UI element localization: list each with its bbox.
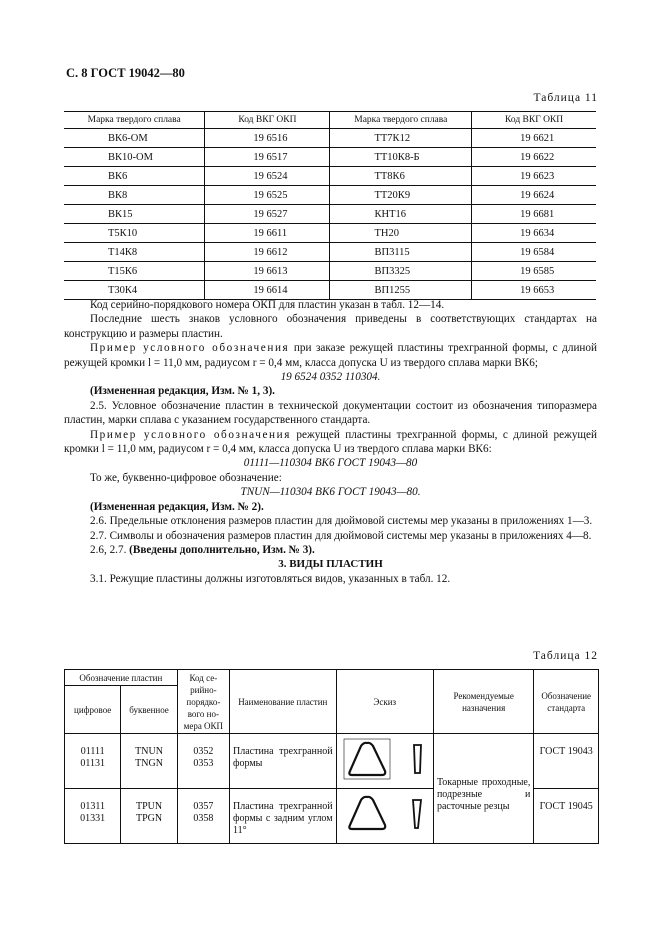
paragraph-num: 2.6, 2.7. [90, 543, 130, 556]
table-row [65, 734, 599, 789]
cell: 19 6681 [472, 205, 596, 224]
cell: ВК8 [64, 186, 205, 205]
cell: 19 6612 [205, 243, 330, 262]
cell: 19 6517 [205, 148, 330, 167]
cell: 19 6614 [205, 281, 330, 300]
cell: ТТ10К8-Б [330, 148, 472, 167]
edit-note: (Введены дополнительно, Изм. № 3). [129, 543, 315, 556]
paragraph: 3.1. Режущие пластины должны изготовляться видов, указанных в табл. 12. [90, 572, 451, 585]
cell-code: 0352 0353 [177, 734, 229, 789]
edit-note: (Измененная редакция, Изм. № 2). [90, 500, 264, 513]
cell-letter: TNUN TNGN [121, 734, 177, 789]
edit-note: (Измененная редакция, Изм. № 1, 3). [90, 385, 275, 398]
paragraph: 2.7. Символы и обозначения размеров пластин для дюймовой системы мер указаны в приложениях 4—8. [90, 529, 592, 542]
cell: ТН20 [330, 224, 472, 243]
paragraph: Последние шесть знаков условного обозначения приведены в соответствующих стандартах на конструкцию и размеры пластин. [64, 313, 597, 340]
cell: 19 6623 [472, 167, 596, 186]
sketch-triangle-tnun [336, 734, 433, 789]
table-row [64, 129, 596, 148]
column-header: Марка твердого сплава [330, 112, 472, 129]
header-purpose: Рекомендуемые назначения [433, 670, 533, 734]
cell: ВК6-ОМ [64, 129, 205, 148]
cell: 19 6613 [205, 262, 330, 281]
cell-name: Пластина трехгранной формы с задним углом 11° [229, 789, 336, 844]
cell: 19 6622 [472, 148, 596, 167]
cell: 19 6527 [205, 205, 330, 224]
cell: ВК10-ОМ [64, 148, 205, 167]
table-row [64, 262, 596, 281]
cell: ВП3325 [330, 262, 472, 281]
cell: ВП1255 [330, 281, 472, 300]
table-row [64, 148, 596, 167]
cell-standard: ГОСТ 19045 [534, 789, 599, 844]
table-row [64, 224, 596, 243]
header-letter: буквенное [121, 686, 177, 734]
cell: 19 6653 [472, 281, 596, 300]
cell: ВП3115 [330, 243, 472, 262]
cell: Т14К8 [64, 243, 205, 262]
cell-digital: 01111 01131 [65, 734, 121, 789]
cell: Т5К10 [64, 224, 205, 243]
header-sketch: Эскиз [336, 670, 433, 734]
formula: TNUN—110304 ВК6 ГОСТ 19043—80. [240, 486, 421, 499]
triangle-insert-icon [342, 737, 428, 781]
cell-name: Пластина трехгранной формы [229, 734, 336, 789]
cell: 19 6634 [472, 224, 596, 243]
table-12-caption: Таблица 12 [533, 650, 598, 662]
cell: 19 6624 [472, 186, 596, 205]
cell: Т30К4 [64, 281, 205, 300]
paragraph: 2.6. Предельные отклонения размеров пластин для дюймовой системы мер указаны в приложениях 1—3. [90, 515, 593, 528]
paragraph [64, 543, 597, 557]
page-header: С. 8 ГОСТ 19042—80 [66, 66, 185, 80]
table-12 [64, 669, 599, 844]
table-row [64, 205, 596, 224]
cell-code: 0357 0358 [177, 789, 229, 844]
section-title: 3. ВИДЫ ПЛАСТИН [278, 558, 383, 571]
paragraph-rest: при заказе режущей пластины трехгранной формы, с длиной режущей кромки l = 11,0 мм, радиусом r = 0,4 мм, класса допуска U из твердого сплава марки ВК6; [64, 342, 597, 369]
paragraph [64, 341, 597, 370]
sketch-triangle-tpun [336, 789, 433, 844]
header-code: Код се- рийно- порядко- вого но- мера ОКП [177, 670, 229, 734]
paragraph: Код серийно-порядкового номера ОКП для пластин указан в табл. 12—14. [90, 299, 445, 311]
cell: ВК6 [64, 167, 205, 186]
cell: 19 6584 [472, 243, 596, 262]
cell: 19 6585 [472, 262, 596, 281]
paragraph: 2.5. Условное обозначение пластин в технической документации состоит из обозначения типоразмера пластин, марки сплава с указанием государственного стандарта. [64, 399, 597, 427]
cell: 19 6524 [205, 167, 330, 186]
cell-letter: TPUN TPGN [121, 789, 177, 844]
cell: ВК15 [64, 205, 205, 224]
header-designation: Обозначение пластин [65, 670, 178, 686]
column-header: Марка твердого сплава [64, 112, 205, 129]
header-name: Наименование пластин [229, 670, 336, 734]
example-label: Пример условного обозначения [90, 428, 291, 441]
column-header: Код ВКГ ОКП [205, 112, 330, 129]
cell: ТТ7К12 [330, 129, 472, 148]
table-row [64, 243, 596, 262]
header-standard: Обозначение стандарта [534, 670, 599, 734]
cell: ТТ8К6 [330, 167, 472, 186]
cell: 19 6611 [205, 224, 330, 243]
example-label: Пример условного обозначения [90, 342, 290, 355]
body-text [64, 298, 597, 586]
cell-digital: 01311 01331 [65, 789, 121, 844]
cell: 19 6621 [472, 129, 596, 148]
cell: КНТ16 [330, 205, 472, 224]
table-row [64, 281, 596, 300]
table-row [64, 167, 596, 186]
paragraph-rest: режущей пластины трехгранной формы, с длиной режущей кромки l = 11,0 мм, радиусом r = 0,4 мм, класса допуска U из твердого сплава марки ВК6: [64, 428, 597, 456]
column-header: Код ВКГ ОКП [472, 112, 596, 129]
cell-purpose: Токарные проходные, подрезные и расточные резцы [433, 734, 533, 844]
header-digital: цифровое [65, 686, 121, 734]
formula: 19 6524 0352 110304. [280, 371, 381, 384]
cell: 19 6516 [205, 129, 330, 148]
triangle-insert-icon [342, 792, 428, 836]
cell: ТТ20К9 [330, 186, 472, 205]
paragraph: То же, буквенно-цифровое обозначение: [90, 471, 282, 484]
cell-standard: ГОСТ 19043 [534, 734, 599, 789]
cell: 19 6525 [205, 186, 330, 205]
formula: 01111—110304 ВК6 ГОСТ 19043—80 [243, 457, 418, 470]
table-11-caption: Таблица 11 [533, 92, 598, 104]
table-11 [64, 111, 596, 300]
paragraph [64, 428, 597, 457]
cell: Т15К6 [64, 262, 205, 281]
table-row [64, 186, 596, 205]
